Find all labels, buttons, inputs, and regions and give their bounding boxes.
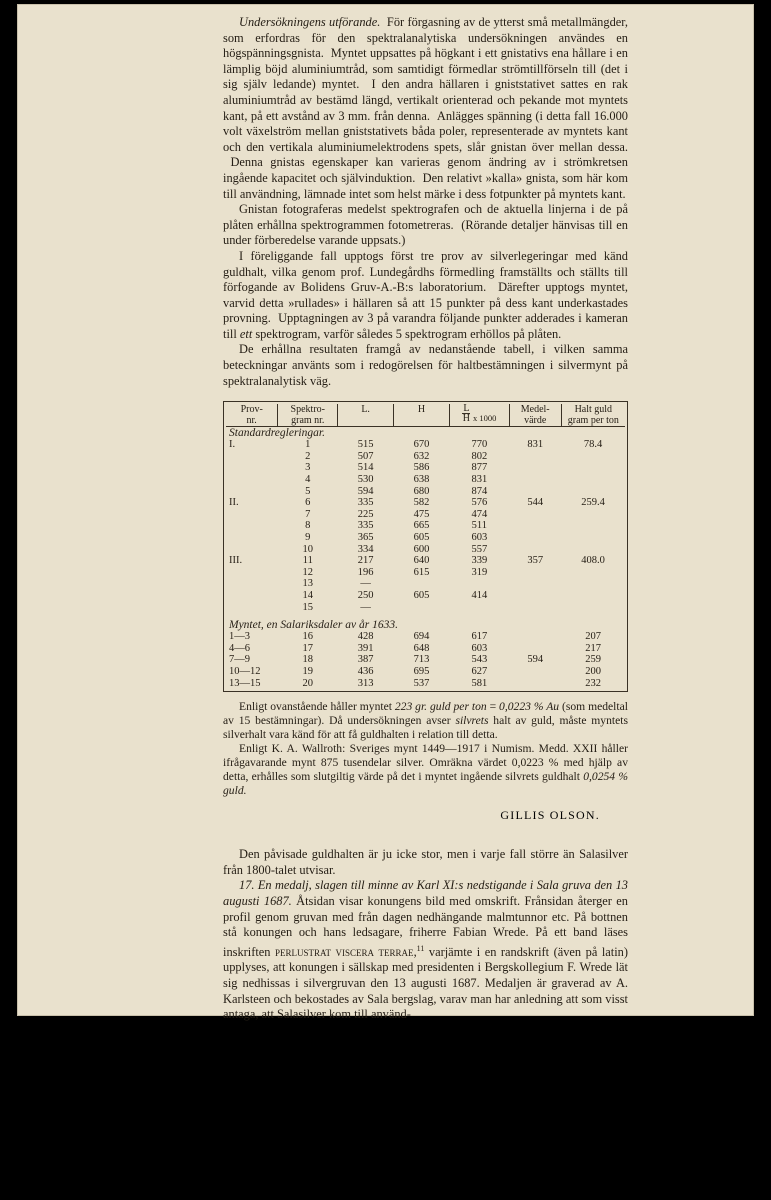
table-cell-c4: 586 xyxy=(413,462,430,474)
table-cell-c6 xyxy=(509,462,561,474)
table-cell-c5: 511 xyxy=(471,520,488,532)
table-cell-c5: 617 xyxy=(471,631,488,643)
table-section-title-row xyxy=(226,427,625,440)
table-cell-c2: 7 xyxy=(305,508,311,520)
table-cell-c5 xyxy=(449,602,509,614)
table-cell-c7 xyxy=(561,532,625,544)
table-cell-c1: 7—9 xyxy=(229,654,250,666)
table-cell-c6 xyxy=(509,520,561,532)
table-cell-c2: 5 xyxy=(305,485,311,497)
table-cell-c7: 207 xyxy=(585,631,601,643)
table-cell-c7 xyxy=(561,590,625,602)
table-cell-c4: 665 xyxy=(413,520,430,532)
table-body xyxy=(226,427,625,689)
col-header-prov-nr: Prov- nr. xyxy=(226,404,278,427)
table-cell-c1 xyxy=(226,567,278,579)
table-row xyxy=(226,654,625,666)
table-row xyxy=(226,643,625,655)
col-header-halt-guld: Halt guld gram per ton xyxy=(561,404,625,427)
table-row xyxy=(226,497,625,509)
table-cell-c4: 640 xyxy=(413,555,430,567)
table-cell-c5: 474 xyxy=(471,508,488,520)
table-cell-c4: 615 xyxy=(413,566,430,578)
table-cell-c2: 11 xyxy=(302,555,313,567)
table-cell-c6 xyxy=(509,544,561,556)
table-cell-c6: 544 xyxy=(527,497,544,509)
table-cell-c5: 770 xyxy=(471,439,488,451)
table-row xyxy=(226,590,625,602)
table-cell-c3: 436 xyxy=(357,665,374,677)
table-cell-c3: 594 xyxy=(357,485,374,497)
table-cell-c7: 232 xyxy=(585,677,601,689)
table-cell-c5: 603 xyxy=(471,642,488,654)
table-cell-c6 xyxy=(509,631,561,643)
table-cell-c2: 14 xyxy=(302,589,314,601)
table-cell-c4: 695 xyxy=(413,665,430,677)
paragraph-4: De erhållna resultaten framgå av nedanstående tabell, i vilken samma beteckningar använts som i redogörelsen för haltbestämningen i silvermynt på spektralanalytisk väg. xyxy=(223,342,628,388)
table-row xyxy=(226,555,625,567)
table-cell-c2: 12 xyxy=(302,566,314,578)
table-cell-c7 xyxy=(561,509,625,521)
paragraph-bottom-1: Den påvisade guldhalten är ju icke stor, men i varje fall större än Salasilver från 1800-talet utvisar. xyxy=(223,847,628,877)
table-cell-c2: 10 xyxy=(302,543,314,555)
table-cell-c3: 365 xyxy=(357,532,374,543)
table-row xyxy=(226,486,625,498)
table-cell-c1: 1—3 xyxy=(229,631,250,643)
table-cell-c7: 259.4 xyxy=(581,497,605,509)
table-cell-c7: 200 xyxy=(585,665,601,677)
table-cell-c3: 217 xyxy=(357,555,374,567)
table-row xyxy=(226,451,625,463)
table-cell-c7: 217 xyxy=(585,642,601,654)
col-header-L: L. xyxy=(338,404,394,427)
table-cell-c1 xyxy=(226,520,278,532)
table-cell-c2: 3 xyxy=(305,462,311,474)
table-cell-c1: I. xyxy=(229,439,236,451)
table-cell-c4 xyxy=(394,578,450,590)
table-cell-c5: 543 xyxy=(471,654,488,666)
table-row xyxy=(226,666,625,678)
table-cell-c4: 632 xyxy=(413,450,430,462)
table-cell-c1: III. xyxy=(229,555,243,567)
table-cell-c5: 802 xyxy=(471,450,488,462)
table-cell-c3: — xyxy=(360,601,371,613)
table-cell-c1: 10—12 xyxy=(229,665,261,677)
table-cell-c3: 335 xyxy=(357,520,374,532)
col-header-H: H xyxy=(394,404,450,427)
col-header-ratio: $\frac{L}{H}$ x 1000 xyxy=(449,404,509,427)
table-cell-c6 xyxy=(509,590,561,602)
table-row xyxy=(226,678,625,690)
table-cell-c4: 713 xyxy=(413,654,430,666)
table-cell-c4: 605 xyxy=(413,532,430,543)
table-cell-c4 xyxy=(394,602,450,614)
table-cell-c6: 831 xyxy=(527,439,544,451)
table-cell-c6 xyxy=(509,666,561,678)
table-cell-c3: 225 xyxy=(357,508,374,520)
table-cell-c3: 391 xyxy=(357,642,374,654)
results-table xyxy=(223,401,628,692)
table-cell-c5: 831 xyxy=(471,474,488,486)
table-section-title-row xyxy=(226,619,625,631)
table-cell-c7 xyxy=(561,602,625,614)
table-cell-c1 xyxy=(226,532,278,544)
table-cell-c2: 1 xyxy=(305,439,311,451)
table-cell-c4: 537 xyxy=(413,677,430,689)
table-row xyxy=(226,631,625,643)
table-cell-c2: 18 xyxy=(302,654,314,666)
table-cell-c6 xyxy=(509,509,561,521)
table-cell-c3: 313 xyxy=(357,677,374,689)
paragraph-after-table-1: Enligt ovanstående håller myntet 223 gr. guld per ton = 0,0223 % Au (som medeltal av 15 bestämningar). Då undersökningen avser silvrets halt av guld, måste myntets silverhalt vara känd för att få guldhalten i relation till detta. xyxy=(223,700,628,742)
table-cell-c3: 196 xyxy=(357,566,374,578)
table-cell-c3: 250 xyxy=(357,589,374,601)
table-cell-c1: II. xyxy=(229,497,239,509)
table-cell-c1 xyxy=(226,578,278,590)
table-section-title: Myntet, en Salariksdaler av år 1633. xyxy=(229,619,398,632)
table-cell-c6 xyxy=(509,451,561,463)
signature: GILLIS OLSON. xyxy=(500,808,600,823)
table-cell-c6 xyxy=(509,578,561,590)
table-cell-c4: 582 xyxy=(413,497,430,509)
table-cell-c7 xyxy=(561,486,625,498)
table-cell-c1: 4—6 xyxy=(229,642,250,654)
document-page xyxy=(18,5,753,1022)
table-cell-c4: 680 xyxy=(413,485,430,497)
table-cell-c5: 581 xyxy=(471,677,488,689)
table-cell-c6 xyxy=(509,643,561,655)
table-cell-c5 xyxy=(449,578,509,590)
table-cell-c7 xyxy=(561,474,625,486)
table-cell-c4: 670 xyxy=(413,439,430,451)
table-cell-c2: 6 xyxy=(305,497,311,509)
table-cell-c3: 387 xyxy=(357,654,374,666)
paragraph-3: I föreliggande fall upptogs först tre prov av silverlegeringar med känd guldhalt, vilka genom prof. Lundegårdhs förmedling framställts och ställts till förfogande av Bolidens Gruv-A.-B:s laboratorium. Därefter upptogs myntet, varvid detta »rullades» i hällaren så att 15 punkter på dess kant underkastades provning. Upptagningen av 3 på varandra följande punkter adderades i kameran till ett spektrogram, varför således 5 spektrogram erhöllos på plåten. xyxy=(223,248,628,341)
table-cell-c2: 2 xyxy=(305,450,311,462)
table-cell-c6 xyxy=(509,474,561,486)
table-row xyxy=(226,474,625,486)
col-header-medelvarde: Medel- värde xyxy=(509,404,561,427)
table-cell-c1 xyxy=(226,544,278,556)
table-cell-c2: 15 xyxy=(302,601,314,613)
table-cell-c5: 576 xyxy=(471,497,488,509)
table-section-title: Standardregleringar. xyxy=(229,427,325,440)
table-cell-c6: 357 xyxy=(527,555,544,567)
table-cell-c5: 603 xyxy=(471,532,488,543)
table-cell-c6 xyxy=(509,567,561,579)
table-cell-c4: 648 xyxy=(413,642,430,654)
table-cell-c7 xyxy=(561,578,625,590)
table-cell-c6 xyxy=(509,532,561,544)
table-cell-c2: 8 xyxy=(305,520,311,532)
paragraph-1: Undersökningens utförande. För förgasning av de ytterst små metallmängder, som erfordras för den spektralanalytiska undersökningen användes en högspänningsgnista. Myntet uppsattes på högkant i ett gnistativs ena hållare i en lämplig böjd aluminiumtråd, som samtidigt förmedlar strömtillförseln till (det i sig själv ledande) myntet. I den andra hällaren i gniststativet sattes en rak aluminiumtråd av bestämd längd, vertikalt orienterad och pekande mot myntets kant, på ett avstånd av 3 mm. från denna. Anlägges spänning (i detta fall 16.000 volt växelström mellan gniststativets båda poler, representerade av myntets kant och den vertikala aluminiumelektrodens spets, slår gnistan över mellan dessa. Denna gnistas egenskaper kan varieras genom ändring av i strömkretsen ingående kapacitet och självinduktion. Den relativt »kalla» gnista, som här kom till användning, lämnade intet som helst märke i dess fotpunkter på myntets kant. xyxy=(223,15,628,201)
table-row xyxy=(226,578,625,590)
paragraph-2: Gnistan fotograferas medelst spektrografen och de aktuella linjerna i de på plåten erhållna spektrogrammen fotometreras. (Rörande detaljer hänvisas till en under förberedelse varande uppsats.) xyxy=(223,202,628,248)
table-cell-c2: 9 xyxy=(305,532,311,543)
table-data xyxy=(226,404,625,689)
table-cell-c3: 428 xyxy=(357,631,374,643)
table-cell-c1 xyxy=(226,474,278,486)
table-cell-c1: 13—15 xyxy=(229,677,261,689)
table-cell-c6 xyxy=(509,678,561,690)
table-cell-c1 xyxy=(226,590,278,602)
table-cell-c6 xyxy=(509,486,561,498)
table-cell-c2: 16 xyxy=(302,631,314,643)
table-row xyxy=(226,462,625,474)
table-cell-c7 xyxy=(561,544,625,556)
table-cell-c1 xyxy=(226,602,278,614)
table-row xyxy=(226,509,625,521)
table-cell-c7 xyxy=(561,462,625,474)
text-column xyxy=(223,15,628,1023)
table-cell-c5: 557 xyxy=(471,543,488,555)
table-cell-c2: 19 xyxy=(302,665,314,677)
table-cell-c3: 507 xyxy=(357,450,374,462)
table-cell-c5: 339 xyxy=(471,555,488,567)
table-cell-c1 xyxy=(226,451,278,463)
table-cell-c3: 334 xyxy=(357,543,374,555)
table-cell-c7: 408.0 xyxy=(581,555,605,567)
table-header xyxy=(226,404,625,427)
table-cell-c1 xyxy=(226,509,278,521)
table-row xyxy=(226,544,625,556)
table-cell-c3: 515 xyxy=(357,439,374,451)
table-cell-c7: 78.4 xyxy=(583,439,603,451)
table-cell-c4: 605 xyxy=(413,589,430,601)
section-spacer xyxy=(223,829,628,847)
table-cell-c2: 20 xyxy=(302,677,314,689)
table-cell-c5: 627 xyxy=(471,665,488,677)
table-cell-c2: 17 xyxy=(302,642,314,654)
table-row xyxy=(226,567,625,579)
page-background xyxy=(18,5,753,1022)
paragraph-bottom-2: 17. En medalj, slagen till minne av Karl XI:s nedstigande i Sala gruva den 13 augusti 1687. Åtsidan visar konungens bild med omskrift. Frånsidan återger en profil genom gruvan med från dagen nedhängande malmtunnor etc. På bottnen stå konungen och hans ledsagare, friherre Fabian Wrede. På ett band läses inskriften perlustrat viscera terrae,$^{11}$ varjämte i en randskrift (även på latin) upplyses, att konungen i sällskap med presidenten i Bergskollegium F. Wrede lät sig nedhissas i silvergruvan den 13 augusti 1687. Medaljen är graverad av A. Karlsteen och bekostades av Sala bergslag, varav man har anledning att som visst antaga, att Salasilver kom till använd- xyxy=(223,878,628,1022)
table-cell-c6: 594 xyxy=(527,654,544,666)
table-row xyxy=(226,520,625,532)
col-header-spektrogram-nr: Spektro- gram nr. xyxy=(278,404,338,427)
table-row xyxy=(226,439,625,451)
table-cell-c5: 414 xyxy=(471,589,488,601)
table-cell-c5: 874 xyxy=(471,485,488,497)
table-cell-c3: 514 xyxy=(357,462,374,474)
table-cell-c4: 638 xyxy=(413,474,430,486)
table-row xyxy=(226,532,625,544)
table-cell-c7 xyxy=(561,451,625,463)
table-cell-c5: 877 xyxy=(471,462,488,474)
table-cell-c5: 319 xyxy=(471,566,488,578)
table-cell-c2: 13 xyxy=(302,578,314,590)
table-cell-c3: 335 xyxy=(357,497,374,509)
table-cell-c4: 694 xyxy=(413,631,430,643)
table-cell-c4: 600 xyxy=(413,543,430,555)
table-cell-c1 xyxy=(226,486,278,498)
table-cell-c1 xyxy=(226,462,278,474)
table-row xyxy=(226,602,625,614)
table-cell-c3: 530 xyxy=(357,474,374,486)
table-cell-c7 xyxy=(561,567,625,579)
table-cell-c2: 4 xyxy=(305,474,311,486)
table-cell-c4: 475 xyxy=(413,508,430,520)
paragraph-after-table-2: Enligt K. A. Wallroth: Sveriges mynt 1449—1917 i Numism. Medd. XXII håller ifrågavarande mynt 875 tusendelar silver. Omräkna värdet 0,0223 % med hjälp av detta, erhålles som slutgiltig värde på det i myntet ingående silvrets guldhalt 0,0254 % guld. xyxy=(223,742,628,798)
table-header-row xyxy=(226,404,625,427)
table-cell-c7: 259 xyxy=(585,654,601,666)
table-cell-c7 xyxy=(561,520,625,532)
table-cell-c3: — xyxy=(360,578,371,590)
table-cell-c6 xyxy=(509,602,561,614)
